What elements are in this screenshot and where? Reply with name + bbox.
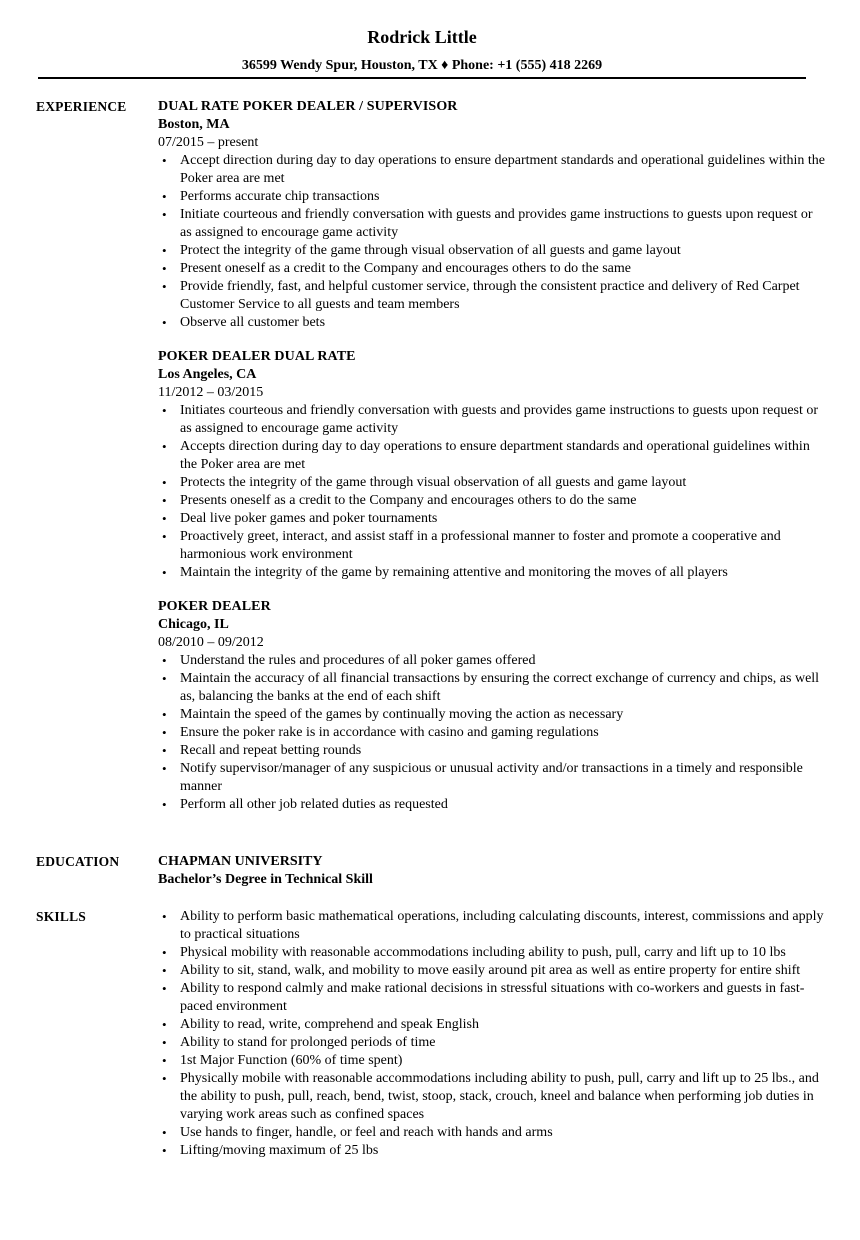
job-duties	[158, 402, 826, 582]
education-heading: EDUCATION	[36, 854, 120, 869]
duty-item: • Maintain the speed of the games by continually moving the action as necessary	[158, 706, 826, 724]
duty-item: • Present oneself as a credit to the Company and encourages others to do the same	[158, 260, 826, 278]
skill-item: • Physically mobile with reasonable accommodations including ability to push, pull, carry and lift up to 25 lbs., and the ability to push, pull, reach, bend, twist, stoop, stack, crouch, kneel and balance when performing job duties in varying work areas such as confined spaces	[158, 1070, 826, 1124]
job-location: Los Angeles, CA	[158, 367, 257, 382]
skill-item: • Lifting/moving maximum of 25 lbs	[158, 1142, 826, 1160]
skill-item: • 1st Major Function (60% of time spent)	[158, 1052, 826, 1070]
duty-item: • Protects the integrity of the game through visual observation of all guests and game layout	[158, 474, 826, 492]
duty-item: • Performs accurate chip transactions	[158, 188, 826, 206]
job-dates: 07/2015 – present	[158, 135, 259, 150]
duty-item: • Provide friendly, fast, and helpful customer service, through the consistent practice and delivery of Red Carpet Customer Service to all guests and team members	[158, 278, 826, 314]
duty-item: • Proactively greet, interact, and assist staff in a professional manner to foster and promote a cooperative and harmonious work environment	[158, 528, 826, 564]
skill-item: • Physical mobility with reasonable accommodations including ability to push, pull, carry and lift up to 10 lbs	[158, 944, 826, 962]
skills-heading: SKILLS	[36, 909, 86, 924]
duty-item: • Maintain the integrity of the game by remaining attentive and monitoring the moves of all players	[158, 564, 826, 582]
degree: Bachelor’s Degree in Technical Skill	[158, 872, 373, 887]
duty-item: • Deal live poker games and poker tournaments	[158, 510, 826, 528]
job-dates: 08/2010 – 09/2012	[158, 635, 264, 650]
duty-item: • Observe all customer bets	[158, 314, 826, 332]
contact-line: 36599 Wendy Spur, Houston, TX ♦ Phone: +1 (555) 418 2269	[241, 58, 603, 73]
job-entry	[158, 98, 826, 332]
job-entry	[158, 348, 826, 582]
job-duties	[158, 652, 826, 814]
skill-item: • Ability to read, write, comprehend and speak English	[158, 1016, 826, 1034]
duty-item: • Understand the rules and procedures of all poker games offered	[158, 652, 826, 670]
header-divider	[38, 77, 806, 79]
candidate-name: Rodrick Little	[367, 27, 477, 47]
job-dates: 11/2012 – 03/2015	[158, 385, 264, 400]
duty-item: • Recall and repeat betting rounds	[158, 742, 826, 760]
duty-item: • Accept direction during day to day operations to ensure department standards and operational guidelines within the Poker area are met	[158, 152, 826, 188]
duty-item: • Initiates courteous and friendly conversation with guests and provides game instructions to guests upon request or as assigned to encourage game activity	[158, 402, 826, 438]
skill-item: • Ability to stand for prolonged periods of time	[158, 1034, 826, 1052]
duty-item: • Presents oneself as a credit to the Company and encourages others to do the same	[158, 492, 826, 510]
skills-body	[158, 908, 826, 1160]
job-title: POKER DEALER	[158, 599, 271, 614]
school-name: CHAPMAN UNIVERSITY	[158, 854, 323, 869]
duty-item: • Maintain the accuracy of all financial transactions by ensuring the correct exchange of currency and chips, as well as, balancing the banks at the end of each shift	[158, 670, 826, 706]
resume-header	[38, 24, 806, 75]
job-duties	[158, 152, 826, 332]
duty-item: • Notify supervisor/manager of any suspicious or unusual activity and/or transactions in a timely and responsible manner	[158, 760, 826, 796]
experience-list	[158, 98, 826, 830]
duty-item: • Protect the integrity of the game through visual observation of all guests and game layout	[158, 242, 826, 260]
skills-list	[158, 908, 826, 1160]
duty-item: • Perform all other job related duties as requested	[158, 796, 826, 814]
job-location: Chicago, IL	[158, 617, 229, 632]
duty-item: • Initiate courteous and friendly conversation with guests and provides game instructions to guests upon request or as assigned to encourage game activity	[158, 206, 826, 242]
job-title: DUAL RATE POKER DEALER / SUPERVISOR	[158, 99, 458, 114]
skill-item: • Use hands to finger, handle, or feel and reach with hands and arms	[158, 1124, 826, 1142]
education-entry	[158, 853, 826, 889]
job-title: POKER DEALER DUAL RATE	[158, 349, 356, 364]
skill-item: • Ability to sit, stand, walk, and mobility to move easily around pit area as well as entire property for entire shift	[158, 962, 826, 980]
duty-item: • Ensure the poker rake is in accordance with casino and gaming regulations	[158, 724, 826, 742]
skill-item: • Ability to respond calmly and make rational decisions in stressful situations with co-workers and guests in fast-paced environment	[158, 980, 826, 1016]
job-location: Boston, MA	[158, 117, 230, 132]
job-entry	[158, 598, 826, 814]
duty-item: • Accepts direction during day to day operations to ensure department standards and operational guidelines within the Poker area are met	[158, 438, 826, 474]
experience-heading: EXPERIENCE	[36, 99, 127, 114]
skill-item: • Ability to perform basic mathematical operations, including calculating discounts, interest, commissions and apply to practical situations	[158, 908, 826, 944]
